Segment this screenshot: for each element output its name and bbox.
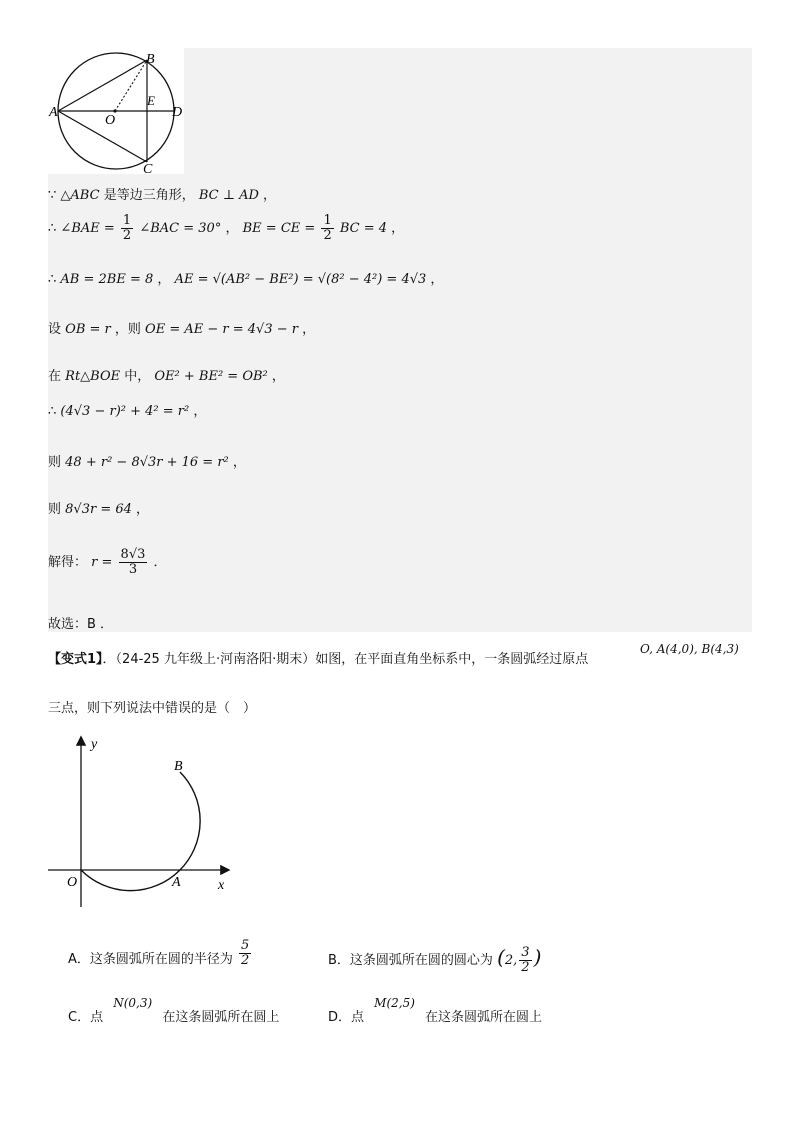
option-a[interactable]: A．这条圆弧所在圆的半径为 $\frac{5}{2}$ xyxy=(68,938,250,968)
solution-answer: 故选：B ． xyxy=(48,617,114,632)
label-B: B xyxy=(174,759,183,774)
label-E: E xyxy=(147,93,155,108)
solution-line-9: 解得： r = $\frac{8√3}{3}$ ． xyxy=(48,547,167,577)
math-triangle: △ABC xyxy=(60,188,100,203)
arc-coordinate-svg xyxy=(48,732,248,912)
label-O: O xyxy=(67,875,78,890)
solution-line-4: 设 OB = r ，则 OE = AE − r = 4√3 − r ， xyxy=(48,322,316,337)
fraction: $\frac{8√3}{3}$ xyxy=(120,547,146,577)
label-C: C xyxy=(143,162,153,174)
fraction: $\frac{3}{2}$ xyxy=(521,945,530,975)
label-D: D xyxy=(172,105,183,120)
solution-line-8: 则 8√3r = 64 ， xyxy=(48,502,150,517)
points-list: O, A(4,0), B(4,3) xyxy=(640,642,739,656)
point-m: M(2,5) xyxy=(374,996,415,1010)
solution-line-3: ∴ AB = 2BE = 8 ， AE = √(AB² − BE²) = √(8² − 4²) = 4√3 ， xyxy=(48,272,444,287)
fraction: $\frac{1}{2}$ xyxy=(122,213,132,243)
fraction: $\frac{5}{2}$ xyxy=(241,938,250,968)
axis-label-y: y xyxy=(91,737,98,752)
variant-tag: 【变式1】 xyxy=(48,652,103,667)
option-b[interactable]: B．这条圆弧所在圆的圆心为 (2, $\frac{3}{2}$ ) xyxy=(328,945,542,975)
circle-triangle-figure xyxy=(48,48,184,174)
solution-line-2: ∴ ∠BAE = $\frac{1}{2}$ ∠BAC = 30° ， BE = CE = $\frac{1}{2}$ BC = 4 ， xyxy=(48,213,405,243)
label-O: O xyxy=(105,113,116,128)
circle-triangle-svg xyxy=(48,48,184,174)
problem-statement: 【变式1】．（24-25 九年级上·河南洛阳·期末）如图，在平面直角坐标系中，一条圆弧经过原点 xyxy=(48,652,589,667)
arc-coordinate-figure xyxy=(48,732,248,912)
option-d[interactable]: D．点 M(2,5) 在这条圆弧所在圆上 xyxy=(328,996,543,1025)
axis-label-x: x xyxy=(218,878,225,893)
solution-line-1: ∵ △ABC 是等边三角形， BC ⊥ AD ， xyxy=(48,188,277,203)
solution-line-6: ∴ (4√3 − r)² + 4² = r² ， xyxy=(48,404,207,419)
problem-line-2: 三点，则下列说法中错误的是（ ） xyxy=(48,701,257,716)
label-A: A xyxy=(49,105,58,120)
label-A: A xyxy=(172,875,181,890)
solution-line-5: 在 Rt△BOE 中， OE² + BE² = OB² ， xyxy=(48,369,285,384)
label-B: B xyxy=(146,52,155,67)
fraction: $\frac{1}{2}$ xyxy=(323,213,332,243)
point-n: N(0,3) xyxy=(113,996,153,1010)
option-c[interactable]: C．点 N(0,3) 在这条圆弧所在圆上 xyxy=(68,996,280,1025)
solution-line-7: 则 48 + r² − 8√3r + 16 = r² ， xyxy=(48,455,246,470)
